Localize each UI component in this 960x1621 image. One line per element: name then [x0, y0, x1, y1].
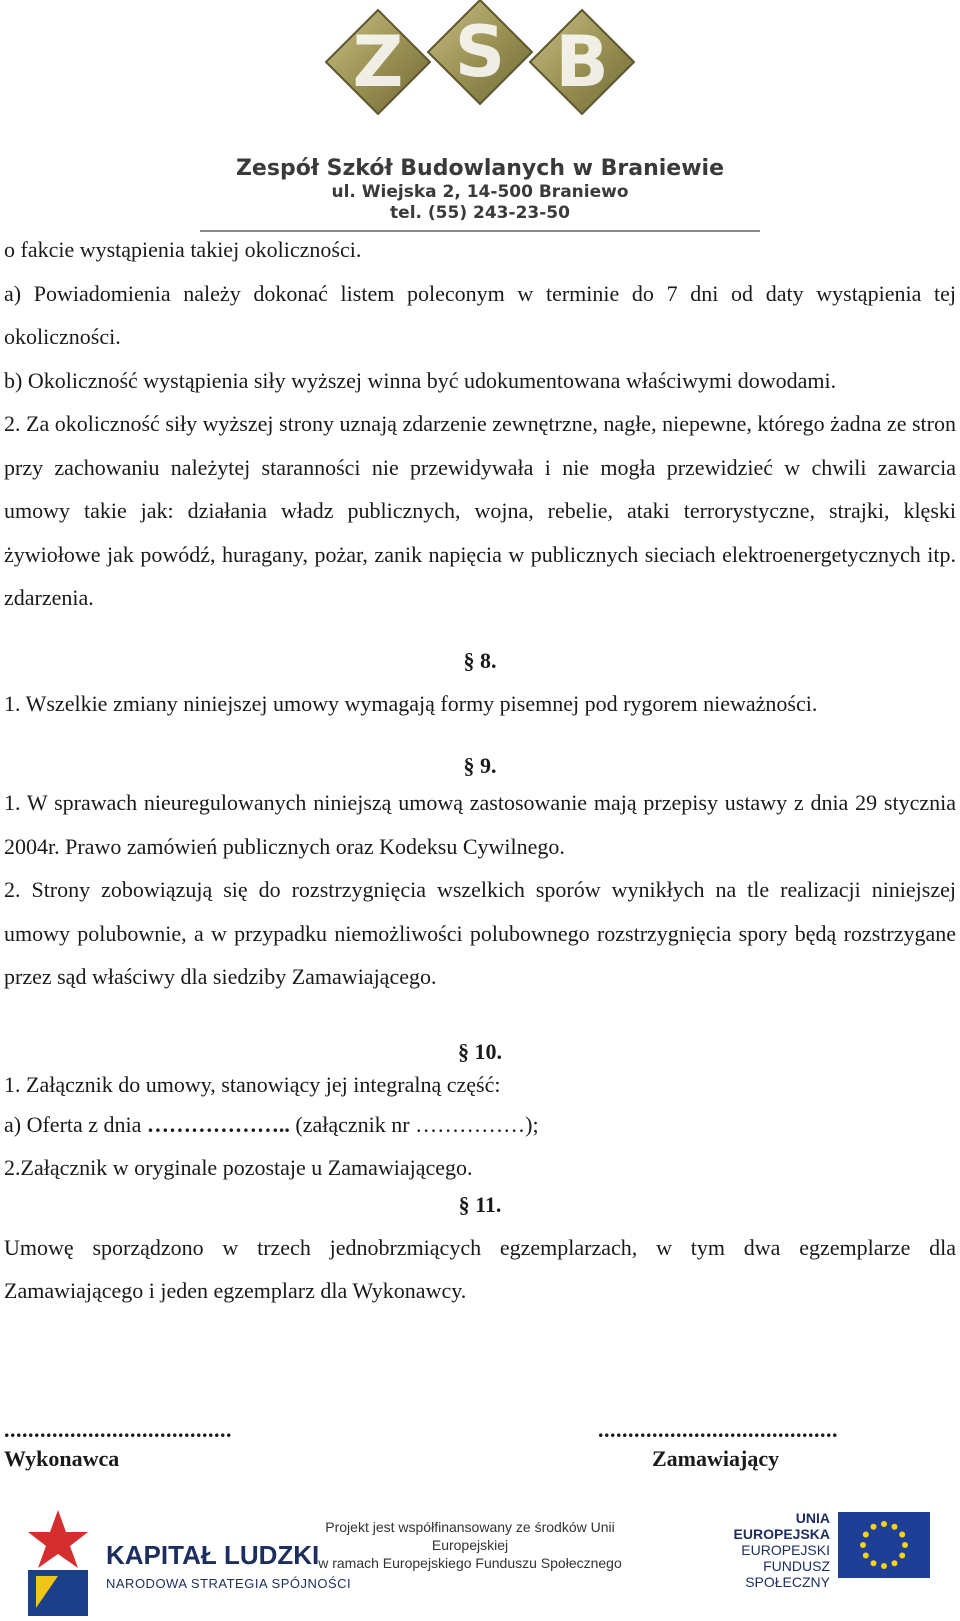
text: ); — [525, 1111, 539, 1137]
text: (załącznik nr — [289, 1111, 416, 1137]
paragraph: b) Okoliczność wystąpienia siły wyższej winna być udokumentowana właściwymi dowodami. — [4, 367, 837, 393]
section-heading-9: § 9. — [463, 753, 497, 778]
blank-number: …………… — [415, 1111, 526, 1137]
school-name: Zespół Szkół Budowlanych w Braniewie — [235, 156, 724, 181]
text: a) Oferta z dnia — [4, 1111, 147, 1137]
paragraph: o fakcie wystąpienia takiej okoliczności. — [4, 237, 362, 262]
project-line: w ramach Europejskiego Funduszu Społecznego — [318, 1555, 622, 1571]
document-body — [4, 228, 956, 1313]
eu-flag-icon — [838, 1512, 930, 1578]
svg-text:Z: Z — [352, 21, 404, 103]
signature-label: Wykonawca — [4, 1446, 120, 1471]
paragraph: 2.Załącznik w oryginale pozostaje u Zamawiającego. — [4, 1155, 473, 1180]
letterhead — [0, 0, 960, 240]
school-phone: tel. (55) 243-23-50 — [390, 203, 570, 223]
paragraph: Umowę sporządzono w trzech jednobrzmiących egzemplarzach, w tym dwa egzemplarze dla Zamawiającego i jeden egzemplarz dla Wykonawcy. — [4, 1234, 956, 1303]
signature-line: ...................................... — [4, 1417, 232, 1442]
blank-date: ……………….. — [146, 1111, 290, 1137]
school-address: ul. Wiejska 2, 14-500 Braniewo — [331, 182, 629, 202]
paragraph: 2. Za okoliczność siły wyższej strony uznają zdarzenie zewnętrzne, nagłe, niepewne, którego żadna ze stron przy zachowaniu należytej staranności nie przewidywała i nie mogła przewidzieć w chwili zawarcia umowy takie jak: działania władz publicznych, wojna, rebelie, ataki terrorystyczne, strajki, klęski żywiołowe jak powódź, huragany, pożar, zanik napięcia w publicznych sieciach elektroenergetycznych itp. zdarzenia. — [4, 411, 956, 610]
signature-label: Zamawiający — [652, 1446, 780, 1471]
eu-line: FUNDUSZ SPOŁECZNY — [745, 1558, 830, 1590]
attachment-line — [4, 1103, 956, 1147]
eu-line: EUROPEJSKI — [741, 1542, 830, 1558]
section-heading-11: § 11. — [458, 1191, 502, 1217]
kl-subtitle: NARODOWA STRATEGIA SPÓJNOŚCI — [106, 1576, 352, 1591]
kapital-ludzki-logo — [28, 1508, 88, 1616]
paragraph: 2. Strony zobowiązują się do rozstrzygnięcia wszelkich sporów wynikłych na tle realizacji niniejszej umowy polubownie, a w przypadku niemożliwości polubownego rozstrzygnięcia spory będą rozstrzygane przez sąd właściwy dla siedziby Zamawiającego. — [4, 877, 956, 989]
paragraph: 1. Załącznik do umowy, stanowiący jej integralną część: — [4, 1071, 501, 1097]
paragraph: a) Powiadomienia należy dokonać listem poleconym w terminie do 7 dni od daty wystąpienia tej okoliczności. — [4, 280, 956, 349]
project-line: Projekt jest współfinansowany ze środków Unii Europejskiej — [325, 1519, 615, 1553]
project-note — [300, 1518, 640, 1572]
eu-text — [700, 1510, 830, 1590]
section-heading-8: § 8. — [463, 647, 497, 673]
svg-text:S: S — [454, 11, 506, 93]
footer — [0, 1500, 960, 1621]
zsb-logo — [318, 0, 642, 150]
signature-ordering-party — [598, 1418, 838, 1476]
signature-contractor — [4, 1418, 232, 1476]
kl-title: KAPITAŁ LUDZKI — [106, 1540, 320, 1570]
eu-line: UNIA EUROPEJSKA — [733, 1510, 830, 1542]
paragraph: 1. W sprawach nieuregulowanych niniejszą umową zastosowanie mają przepisy ustawy z dnia 29 stycznia 2004r. Prawo zamówień publicznych oraz Kodeksu Cywilnego. — [4, 790, 956, 859]
signature-line: ........................................ — [598, 1417, 838, 1442]
section-heading-10: § 10. — [458, 1038, 502, 1064]
svg-text:B: B — [555, 21, 609, 103]
paragraph: 1. Wszelkie zmiany niniejszej umowy wymagają formy pisemnej pod rygorem nieważności. — [4, 690, 818, 716]
